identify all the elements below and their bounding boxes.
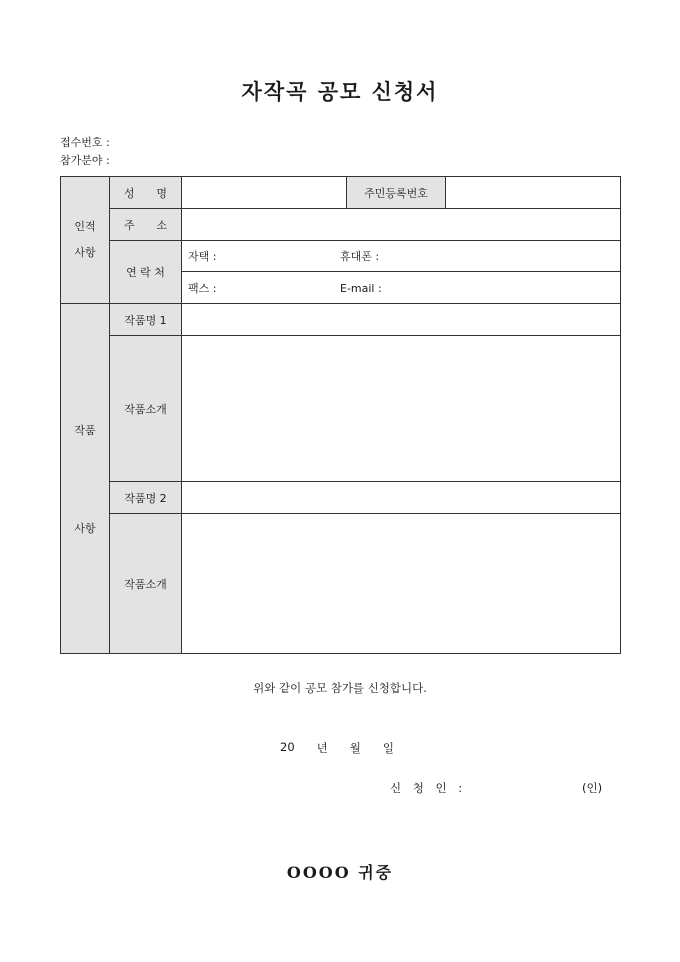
works-section-line2: 사항 (74, 521, 96, 535)
work1-intro-row (61, 336, 621, 482)
work2-intro-label: 작품소개 (110, 514, 182, 654)
work1-intro-label: 작품소개 (110, 336, 182, 482)
name-field[interactable] (182, 177, 347, 209)
work2-title-label: 작품명 2 (110, 482, 182, 514)
work1-intro-field[interactable] (182, 336, 621, 482)
personal-section-line2: 사항 (74, 246, 96, 259)
date-year: 년 (316, 741, 328, 755)
work2-intro-field[interactable] (182, 514, 621, 654)
category-label: 참가분야 : (60, 154, 110, 167)
personal-section-line1: 인적 (74, 219, 96, 233)
resident-number-label: 주민등록번호 (347, 177, 446, 209)
date-prefix: 20 (280, 740, 295, 754)
recipient-footer: OOOO 귀중 (286, 863, 394, 882)
address-label-char2: 소 (156, 218, 167, 232)
application-form-table (60, 176, 621, 654)
fax-label: 팩스 : (188, 281, 217, 295)
contact-row-1 (61, 241, 621, 272)
work1-title-row (61, 304, 621, 336)
work2-title-field[interactable] (182, 482, 621, 514)
fax-email-field[interactable] (182, 272, 621, 304)
home-phone-label: 자택 : (188, 250, 217, 263)
work1-title-field[interactable] (182, 304, 621, 336)
name-label-char2: 명 (156, 186, 167, 200)
applicant-label: 신 청 인 : (390, 781, 467, 795)
name-label-char1: 성 (124, 186, 135, 200)
contact-label: 연 락 처 (110, 241, 182, 304)
address-field[interactable] (182, 209, 621, 241)
receipt-number-label: 접수번호 : (60, 136, 110, 149)
works-section-label (61, 304, 110, 654)
application-statement: 위와 같이 공모 참가를 신청합니다. (253, 681, 427, 695)
personal-section-label (61, 177, 110, 304)
seal-label: (인) (582, 781, 603, 795)
work2-title-row (61, 482, 621, 514)
form-title: 자작곡 공모 신청서 (241, 79, 439, 104)
email-label: E-mail : (340, 281, 382, 295)
work2-intro-row (61, 514, 621, 654)
address-label-char1: 주 (124, 218, 135, 232)
home-mobile-field[interactable] (182, 241, 621, 272)
resident-number-field[interactable] (446, 177, 621, 209)
work1-title-label: 작품명 1 (110, 304, 182, 336)
date-day: 일 (382, 741, 394, 755)
name-label (110, 177, 182, 209)
date-month: 월 (349, 741, 361, 755)
address-row (61, 209, 621, 241)
name-row (61, 177, 621, 209)
date-line (280, 740, 394, 756)
address-label (110, 209, 182, 241)
mobile-phone-label: 휴대폰 : (340, 250, 380, 263)
works-section-line1: 작품 (74, 423, 96, 437)
